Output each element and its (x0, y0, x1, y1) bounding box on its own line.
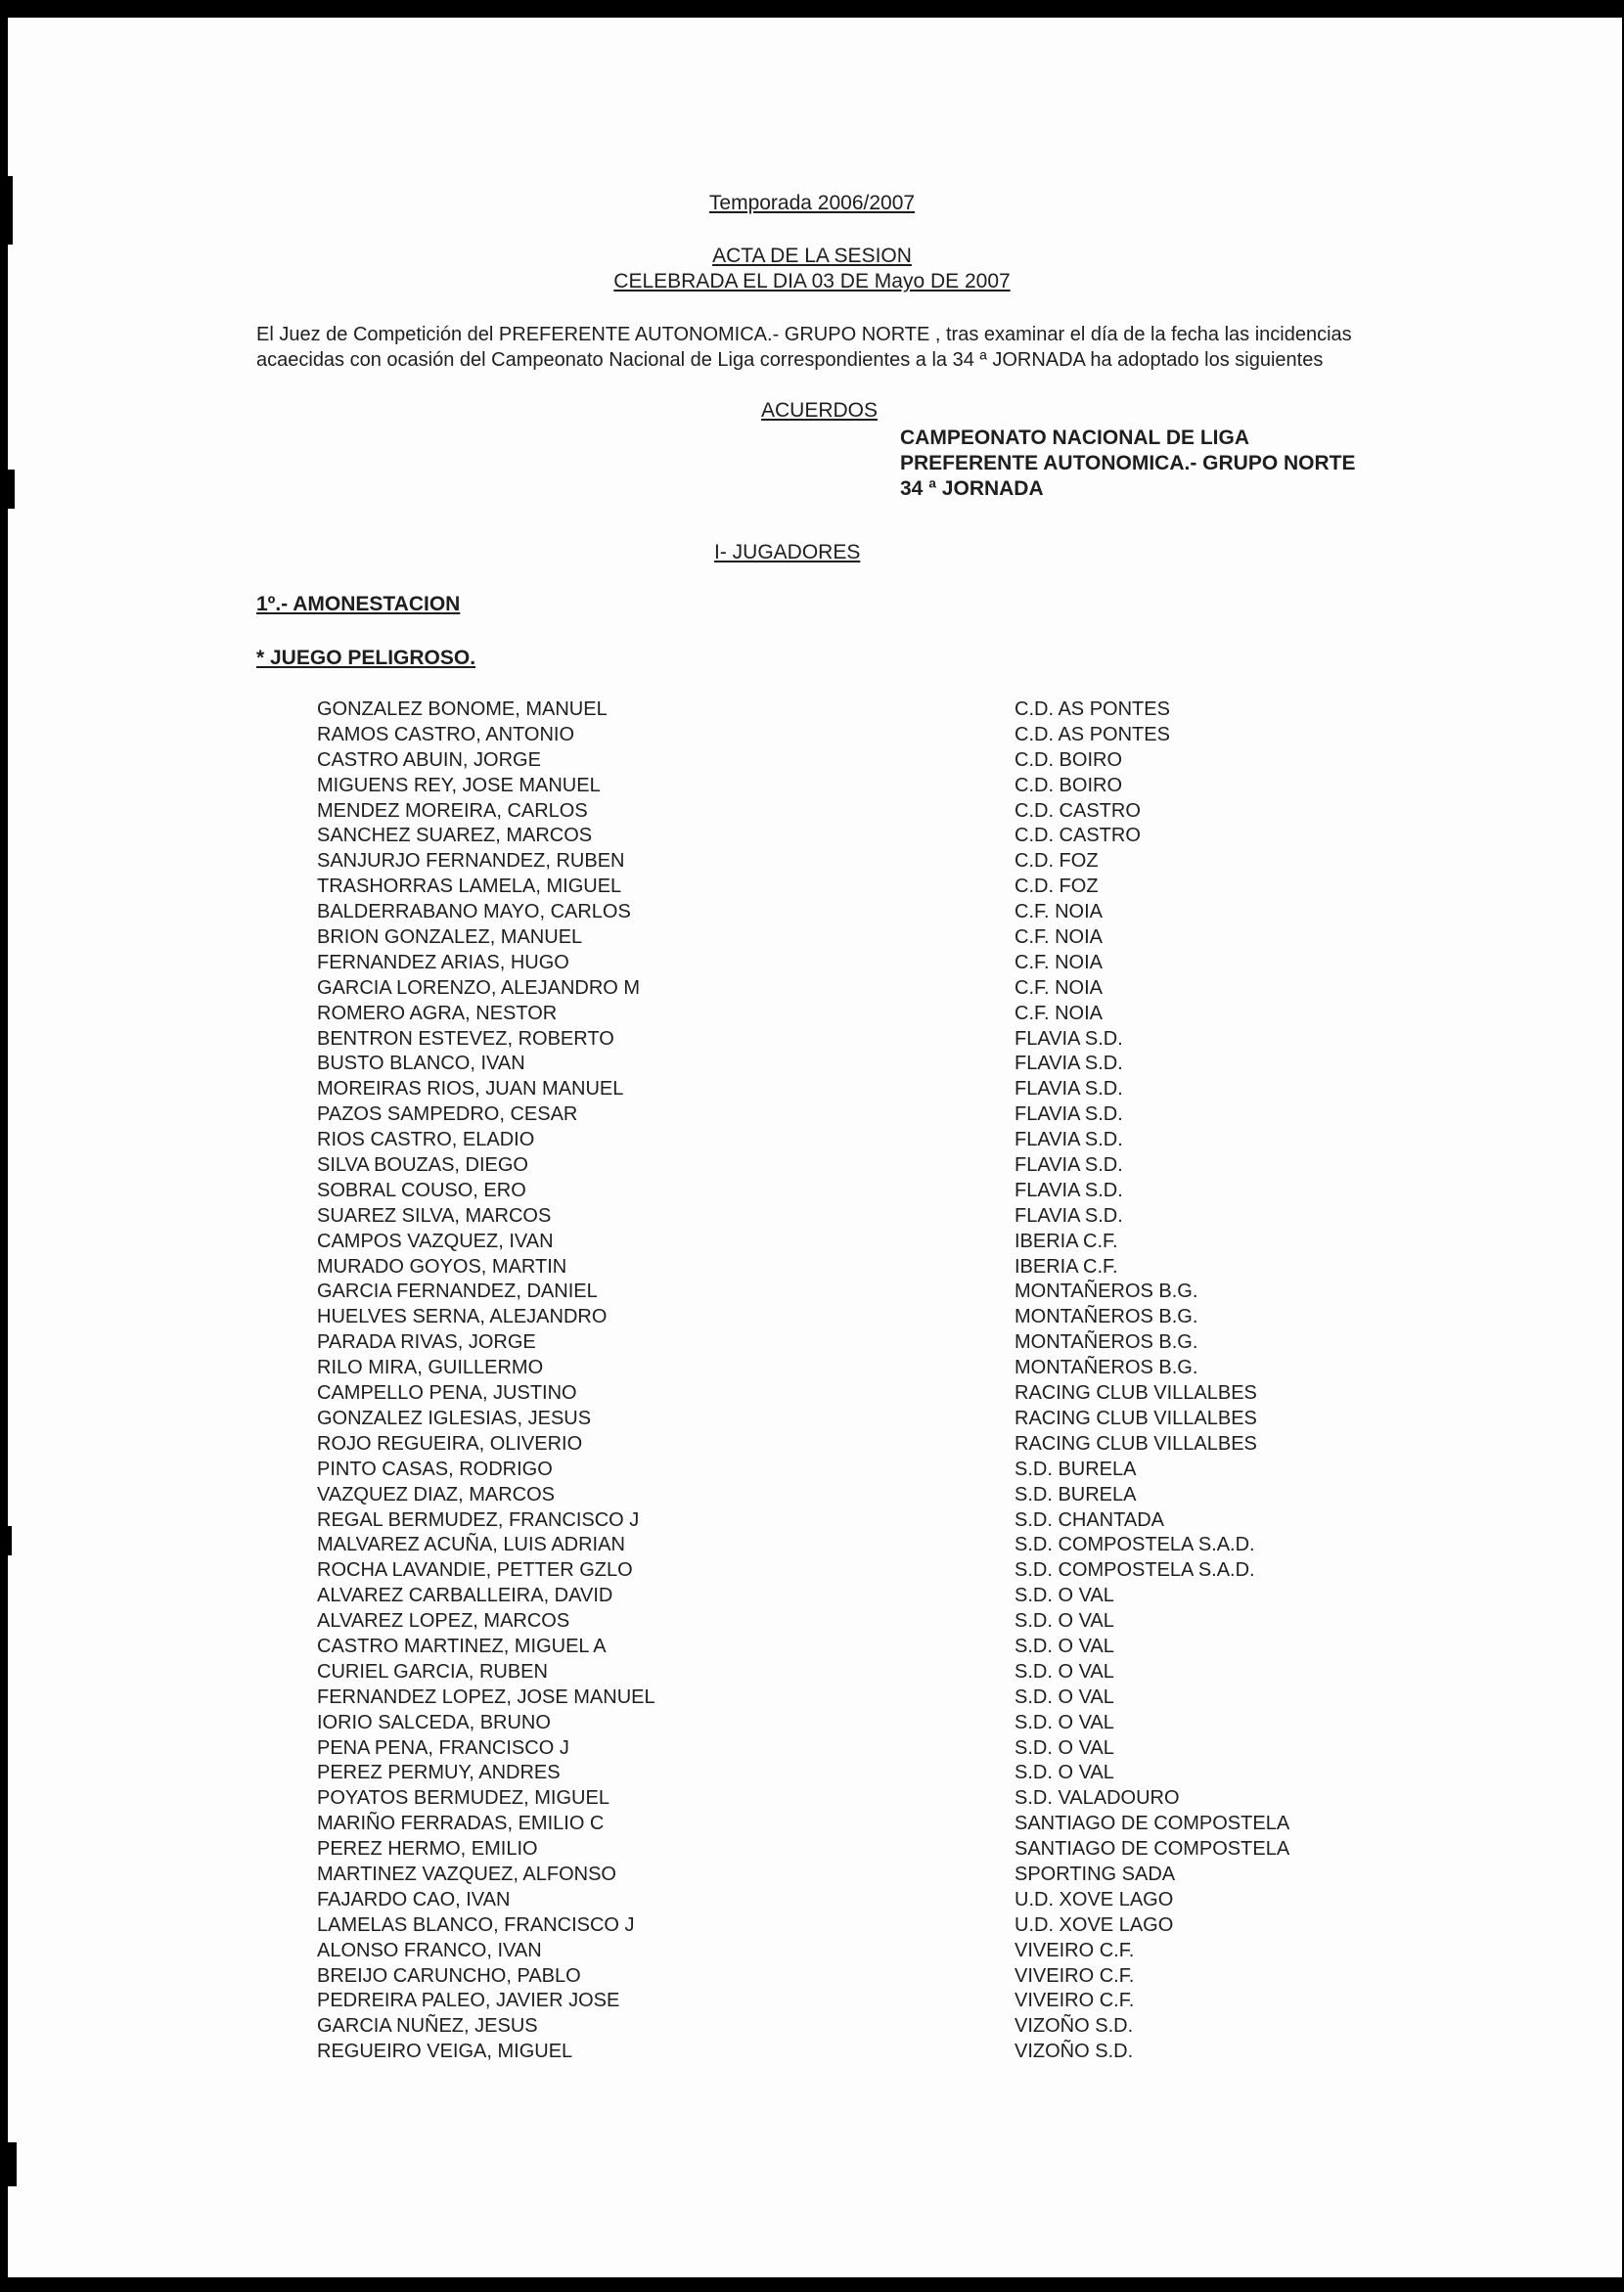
player-club: S.D. BURELA (1015, 1458, 1137, 1480)
section-title: I- JUGADORES (714, 541, 861, 563)
player-name: HUELVES SERNA, ALEJANDRO (317, 1306, 608, 1328)
player-name: PEREZ PERMUY, ANDRES (317, 1762, 561, 1784)
player-name: MENDEZ MOREIRA, CARLOS (317, 799, 588, 822)
player-club: C.F. NOIA (1015, 926, 1104, 949)
player-row (0, 1230, 1624, 1255)
player-name: PARADA RIVAS, JORGE (317, 1331, 536, 1354)
player-name: BENTRON ESTEVEZ, ROBERTO (317, 1027, 614, 1050)
player-name: MARTINEZ VAZQUEZ, ALFONSO (317, 1863, 616, 1885)
player-club: FLAVIA S.D. (1015, 1204, 1123, 1227)
player-row (0, 799, 1624, 825)
player-name: IORIO SALCEDA, BRUNO (317, 1711, 551, 1733)
player-row (0, 723, 1624, 748)
player-name: CASTRO ABUIN, JORGE (317, 748, 541, 771)
sanction-heading: 1º.- AMONESTACION (256, 593, 461, 615)
player-club: U.D. XOVE LAGO (1015, 1888, 1174, 1910)
player-row (0, 1077, 1624, 1102)
player-row (0, 1027, 1624, 1053)
player-row (0, 1204, 1624, 1230)
player-name: BREIJO CARUNCHO, PABLO (317, 1964, 581, 1987)
player-club: RACING CLUB VILLALBES (1015, 1432, 1257, 1455)
player-row (0, 1407, 1624, 1432)
player-name: POYATOS BERMUDEZ, MIGUEL (317, 1787, 609, 1810)
player-club: S.D. O VAL (1015, 1585, 1114, 1607)
session-date: CELEBRADA EL DIA 03 DE Mayo DE 2007 (613, 270, 1011, 292)
player-club: IBERIA C.F. (1015, 1255, 1118, 1278)
player-row (0, 951, 1624, 976)
player-row (0, 1964, 1624, 1990)
player-row (0, 900, 1624, 925)
player-row (0, 1635, 1624, 1660)
player-club: VIVEIRO C.F. (1015, 1939, 1135, 1961)
player-club: S.D. CHANTADA (1015, 1508, 1164, 1531)
player-club: C.D. AS PONTES (1015, 723, 1170, 745)
player-name: MALVAREZ ACUÑA, LUIS ADRIAN (317, 1534, 625, 1556)
player-name: ROMERO AGRA, NESTOR (317, 1002, 558, 1024)
player-club: MONTAÑEROS B.G. (1015, 1281, 1198, 1303)
acuerdos-heading: ACUERDOS (761, 399, 879, 422)
player-club: FLAVIA S.D. (1015, 1078, 1123, 1101)
player-row (0, 875, 1624, 900)
competition-name: CAMPEONATO NACIONAL DE LIGA (900, 427, 1250, 449)
player-name: MIGUENS REY, JOSE MANUEL (317, 774, 601, 796)
player-name: REGAL BERMUDEZ, FRANCISCO J (317, 1508, 640, 1531)
player-name: PEREZ HERMO, EMILIO (317, 1838, 538, 1861)
player-row (0, 1179, 1624, 1204)
player-row (0, 1052, 1624, 1077)
player-row (0, 1356, 1624, 1381)
player-club: S.D. O VAL (1015, 1610, 1114, 1633)
player-club: C.D. CASTRO (1015, 799, 1141, 822)
player-club: RACING CLUB VILLALBES (1015, 1382, 1257, 1405)
player-name: SOBRAL COUSO, ERO (317, 1179, 526, 1201)
player-name: SUAREZ SILVA, MARCOS (317, 1204, 552, 1227)
player-club: S.D. O VAL (1015, 1685, 1114, 1708)
player-row (0, 1711, 1624, 1736)
intro-line-1: El Juez de Competición del PREFERENTE AUTONOMICA.- GRUPO NORTE , tras examinar el día de la fecha las incidencias (256, 324, 1352, 345)
player-row (0, 1508, 1624, 1534)
player-name: SILVA BOUZAS, DIEGO (317, 1154, 528, 1177)
player-club: FLAVIA S.D. (1015, 1179, 1123, 1201)
player-club: VIZOÑO S.D. (1015, 2041, 1134, 2063)
player-row (0, 1685, 1624, 1711)
player-row (0, 1102, 1624, 1128)
player-club: C.D. BOIRO (1015, 748, 1123, 771)
player-row (0, 1939, 1624, 1964)
player-row (0, 2040, 1624, 2065)
player-club: C.D. AS PONTES (1015, 698, 1170, 720)
scan-edge-mark (8, 470, 15, 509)
player-name: MURADO GOYOS, MARTIN (317, 1255, 567, 1278)
player-club: MONTAÑEROS B.G. (1015, 1331, 1198, 1354)
competition-block (900, 426, 1356, 502)
player-row (0, 1330, 1624, 1356)
player-name: PEDREIRA PALEO, JAVIER JOSE (317, 1990, 620, 2012)
player-club: S.D. VALADOURO (1015, 1787, 1180, 1810)
player-row (0, 1558, 1624, 1584)
player-row (0, 1255, 1624, 1281)
player-club: C.D. BOIRO (1015, 774, 1123, 796)
player-row (0, 1837, 1624, 1863)
scan-edge-mark (8, 2142, 17, 2186)
player-name: FERNANDEZ ARIAS, HUGO (317, 951, 569, 973)
player-row (0, 1913, 1624, 1939)
player-club: S.D. O VAL (1015, 1762, 1114, 1784)
player-row (0, 1660, 1624, 1685)
player-club: S.D. O VAL (1015, 1711, 1114, 1733)
competition-round: 34 ª JORNADA (900, 477, 1044, 500)
player-name: REGUEIRO VEIGA, MIGUEL (317, 2041, 573, 2063)
player-name: TRASHORRAS LAMELA, MIGUEL (317, 876, 622, 898)
player-name: FERNANDEZ LOPEZ, JOSE MANUEL (317, 1685, 655, 1708)
player-name: ALVAREZ LOPEZ, MARCOS (317, 1610, 570, 1633)
player-row (0, 1483, 1624, 1508)
season-title: Temporada 2006/2007 (708, 192, 916, 214)
player-name: SANCHEZ SUAREZ, MARCOS (317, 825, 593, 847)
player-club: MONTAÑEROS B.G. (1015, 1357, 1198, 1379)
player-club: S.D. COMPOSTELA S.A.D. (1015, 1559, 1255, 1582)
player-name: GARCIA LORENZO, ALEJANDRO M (317, 976, 641, 999)
player-row (0, 1432, 1624, 1458)
player-row (0, 1305, 1624, 1330)
player-name: GONZALEZ BONOME, MANUEL (317, 698, 608, 720)
player-row (0, 1002, 1624, 1027)
player-club: FLAVIA S.D. (1015, 1027, 1123, 1050)
player-name: ROCHA LAVANDIE, PETTER GZLO (317, 1559, 633, 1582)
player-row (0, 1888, 1624, 1913)
reason-heading: * JUEGO PELIGROSO. (256, 647, 476, 669)
player-name: ALONSO FRANCO, IVAN (317, 1939, 542, 1961)
player-club: C.D. FOZ (1015, 850, 1099, 873)
player-club: IBERIA C.F. (1015, 1230, 1118, 1252)
player-club: VIVEIRO C.F. (1015, 1990, 1135, 2012)
player-club: SANTIAGO DE COMPOSTELA (1015, 1813, 1290, 1835)
acta-title: ACTA DE LA SESION (712, 245, 912, 267)
player-club: C.F. NOIA (1015, 976, 1104, 999)
intro-line-2: acaecidas con ocasión del Campeonato Nacional de Liga correspondientes a la 34 ª JORNADA ha adoptado los siguientes (256, 349, 1324, 371)
player-row (0, 697, 1624, 723)
player-row (0, 1736, 1624, 1762)
player-name: CAMPELLO PENA, JUSTINO (317, 1382, 577, 1405)
player-row (0, 1280, 1624, 1305)
player-club: FLAVIA S.D. (1015, 1129, 1123, 1151)
player-name: FAJARDO CAO, IVAN (317, 1888, 511, 1910)
player-club: C.D. FOZ (1015, 876, 1099, 898)
player-row (0, 1153, 1624, 1179)
player-club: S.D. O VAL (1015, 1635, 1114, 1657)
player-name: GARCIA NUÑEZ, JESUS (317, 2015, 538, 2038)
player-row (0, 976, 1624, 1002)
player-name: PAZOS SAMPEDRO, CESAR (317, 1103, 578, 1126)
player-row (0, 925, 1624, 951)
player-club: SPORTING SADA (1015, 1863, 1176, 1885)
player-club: VIVEIRO C.F. (1015, 1964, 1135, 1987)
player-club: U.D. XOVE LAGO (1015, 1913, 1174, 1936)
player-name: LAMELAS BLANCO, FRANCISCO J (317, 1913, 635, 1936)
player-name: CURIEL GARCIA, RUBEN (317, 1660, 548, 1683)
player-row (0, 1761, 1624, 1786)
player-name: BALDERRABANO MAYO, CARLOS (317, 901, 631, 923)
player-row (0, 824, 1624, 849)
player-club: FLAVIA S.D. (1015, 1103, 1123, 1126)
player-name: SANJURJO FERNANDEZ, RUBEN (317, 850, 625, 873)
players-list (0, 697, 1624, 2065)
player-club: C.F. NOIA (1015, 951, 1104, 973)
player-club: S.D. O VAL (1015, 1660, 1114, 1683)
player-club: MONTAÑEROS B.G. (1015, 1306, 1198, 1328)
player-club: C.F. NOIA (1015, 901, 1104, 923)
player-row (0, 1381, 1624, 1407)
player-row (0, 1458, 1624, 1483)
player-name: PINTO CASAS, RODRIGO (317, 1458, 553, 1480)
player-name: RIOS CASTRO, ELADIO (317, 1129, 535, 1151)
player-row (0, 849, 1624, 875)
player-name: PENA PENA, FRANCISCO J (317, 1736, 569, 1759)
player-row (0, 1786, 1624, 1812)
player-name: ROJO REGUEIRA, OLIVERIO (317, 1432, 583, 1455)
competition-group: PREFERENTE AUTONOMICA.- GRUPO NORTE (900, 452, 1356, 474)
player-name: BRION GONZALEZ, MANUEL (317, 926, 583, 949)
player-name: VAZQUEZ DIAZ, MARCOS (317, 1483, 555, 1506)
player-club: FLAVIA S.D. (1015, 1154, 1123, 1177)
player-name: ALVAREZ CARBALLEIRA, DAVID (317, 1585, 613, 1607)
player-name: RAMOS CASTRO, ANTONIO (317, 723, 574, 745)
player-row (0, 1812, 1624, 1837)
player-name: BUSTO BLANCO, IVAN (317, 1053, 525, 1075)
player-club: RACING CLUB VILLALBES (1015, 1407, 1257, 1429)
player-club: C.F. NOIA (1015, 1002, 1104, 1024)
player-name: RILO MIRA, GUILLERMO (317, 1357, 544, 1379)
player-club: S.D. BURELA (1015, 1483, 1137, 1506)
player-club: SANTIAGO DE COMPOSTELA (1015, 1838, 1290, 1861)
player-club: VIZOÑO S.D. (1015, 2015, 1134, 2038)
player-name: CAMPOS VAZQUEZ, IVAN (317, 1230, 554, 1252)
player-name: GONZALEZ IGLESIAS, JESUS (317, 1407, 592, 1429)
player-row (0, 1989, 1624, 2014)
player-row (0, 1128, 1624, 1153)
player-row (0, 748, 1624, 774)
player-club: FLAVIA S.D. (1015, 1053, 1123, 1075)
player-row (0, 1533, 1624, 1558)
player-row (0, 1609, 1624, 1635)
player-name: GARCIA FERNANDEZ, DANIEL (317, 1281, 598, 1303)
player-name: MARIÑO FERRADAS, EMILIO C (317, 1813, 605, 1835)
player-club: S.D. O VAL (1015, 1736, 1114, 1759)
player-club: S.D. COMPOSTELA S.A.D. (1015, 1534, 1255, 1556)
player-row (0, 774, 1624, 799)
player-name: MOREIRAS RIOS, JUAN MANUEL (317, 1078, 624, 1101)
player-row (0, 1863, 1624, 1888)
player-name: CASTRO MARTINEZ, MIGUEL A (317, 1635, 607, 1657)
player-club: C.D. CASTRO (1015, 825, 1141, 847)
player-row (0, 2014, 1624, 2040)
player-row (0, 1584, 1624, 1609)
